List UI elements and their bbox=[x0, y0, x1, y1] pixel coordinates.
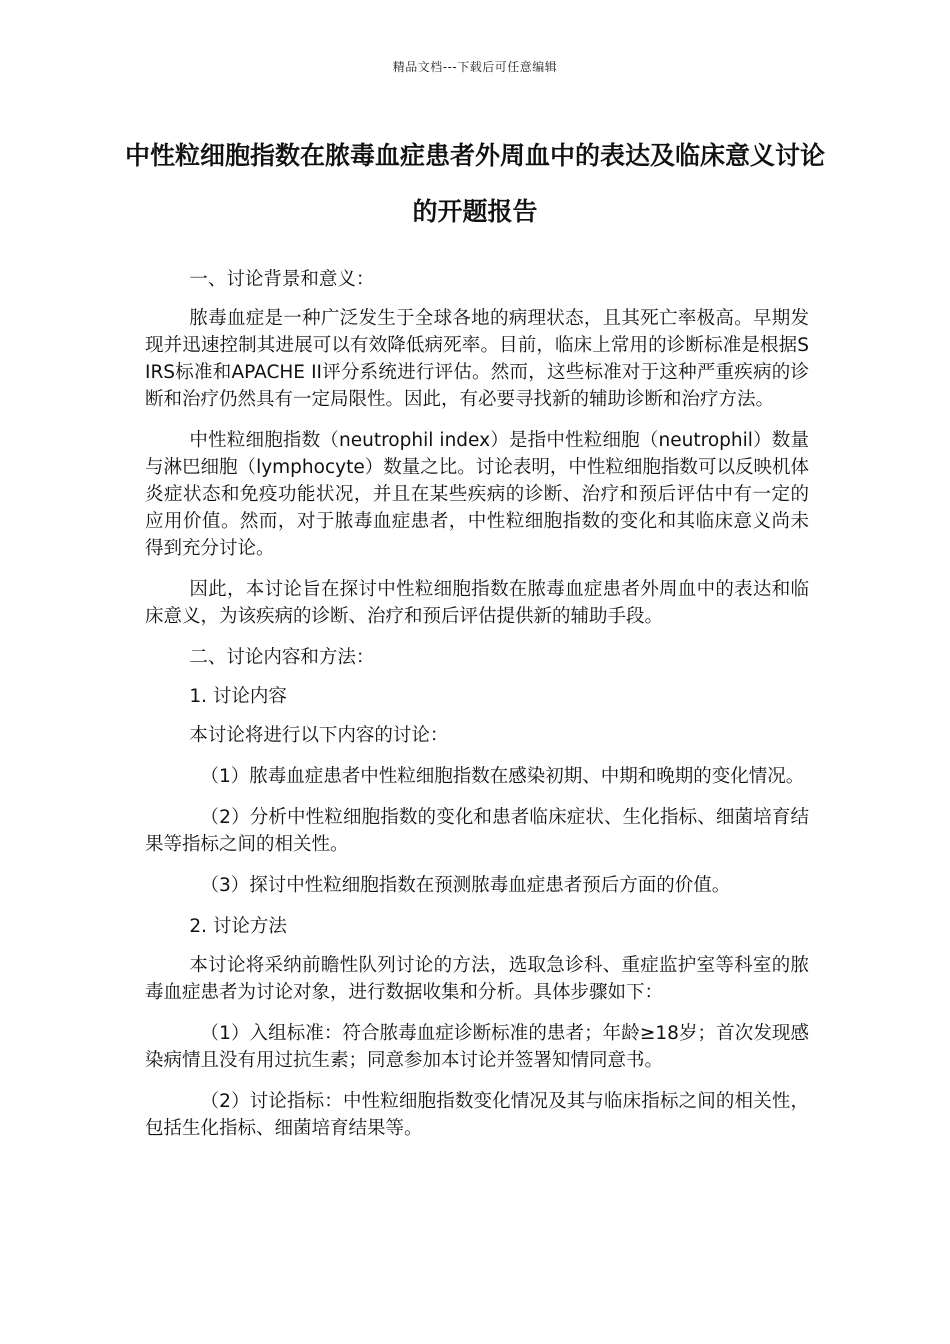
list-item-method-1: （1）入组标准：符合脓毒血症诊断标准的患者；年龄≥18岁；首次发现感染病情且没有用过抗生素；同意参加本讨论并签署知情同意书。 bbox=[145, 1023, 809, 1071]
list-item-content-2: （2）分析中性粒细胞指数的变化和患者临床症状、生化指标、细菌培育结果等指标之间的相关性。 bbox=[145, 807, 809, 855]
section-heading-background: 一、讨论背景和意义： bbox=[189, 269, 375, 290]
subheading-methods: 2. 讨论方法 bbox=[189, 916, 287, 937]
paragraph-research-aim: 因此，本讨论旨在探讨中性粒细胞指数在脓毒血症患者外周血中的表达和临床意义，为该疾病的诊断、治疗和预后评估提供新的辅助手段。 bbox=[145, 579, 809, 627]
subheading-content: 1. 讨论内容 bbox=[189, 686, 287, 707]
paragraph-neutrophil-index: 中性粒细胞指数（neutrophil index）是指中性粒细胞（neutrophil）数量与淋巴细胞（lymphocyte）数量之比。讨论表明，中性粒细胞指数可以反映机体炎症状态和免疫功能状况，并且在某些疾病的诊断、治疗和预后评估中有一定的应用价值。然而，对于脓毒血症患者，中性粒细胞指数的变化和其临床意义尚未得到充分讨论。 bbox=[145, 430, 809, 559]
list-item-content-1: （1）脓毒血症患者中性粒细胞指数在感染初期、中期和晚期的变化情况。 bbox=[200, 766, 805, 787]
document-title: 中性粒细胞指数在脓毒血症患者外周血中的表达及临床意义讨论的开题报告 bbox=[124, 141, 825, 226]
header-note: 精品文档---下载后可任意编辑 bbox=[392, 60, 558, 74]
paragraph-content-intro: 本讨论将进行以下内容的讨论： bbox=[189, 725, 449, 746]
paragraph-sepsis-background: 脓毒血症是一种广泛发生于全球各地的病理状态，且其死亡率极高。早期发现并迅速控制其进展可以有效降低病死率。目前，临床上常用的诊断标准是根据SIRS标准和APACHE II评分系统进行评估。然而，这些标准对于这种严重疾病的诊断和治疗仍然具有一定局限性。因此，有必要寻找新的辅助诊断和治疗方法。 bbox=[145, 308, 809, 410]
section-heading-content-methods: 二、讨论内容和方法： bbox=[189, 647, 375, 668]
list-item-content-3: （3）探讨中性粒细胞指数在预测脓毒血症患者预后方面的价值。 bbox=[200, 875, 731, 896]
document-body bbox=[145, 266, 809, 1156]
paragraph-methods-intro: 本讨论将采纳前瞻性队列讨论的方法，选取急诊科、重症监护室等科室的脓毒血症患者为讨论对象，进行数据收集和分析。具体步骤如下： bbox=[145, 955, 809, 1003]
list-item-method-2: （2）讨论指标：中性粒细胞指数变化情况及其与临床指标之间的相关性，包括生化指标、细菌培育结果等。 bbox=[145, 1091, 809, 1139]
